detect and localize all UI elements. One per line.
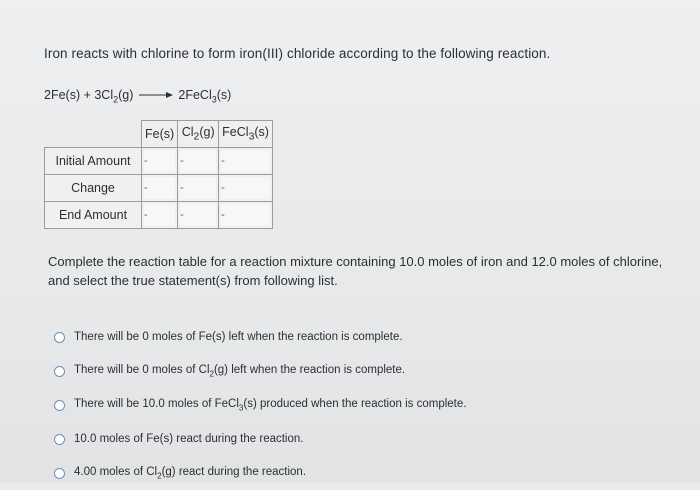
column-header-cl2: $Cl_2(g)$: [178, 121, 219, 148]
end-fecl3-select[interactable]: -: [219, 202, 273, 229]
radio-icon[interactable]: [54, 468, 65, 479]
change-cl2-select[interactable]: -: [178, 175, 219, 202]
end-fe-select[interactable]: -: [142, 202, 178, 229]
table-row: [45, 175, 273, 202]
option-fe-reacts[interactable]: 10.0 moles of Fe(s) react during the reaction.: [54, 422, 466, 456]
question-intro: Iron reacts with chlorine to form iron(III) chloride according to the following reaction.: [44, 46, 551, 61]
row-label-change: Change: [45, 175, 142, 202]
option-cl2-reacts[interactable]: 4.00 moles of $Cl_2(g)$ react during the reaction.: [54, 456, 466, 490]
initial-fe-select[interactable]: -: [142, 148, 178, 175]
question-prompt: Complete the reaction table for a reaction mixture containing 10.0 moles of iron and 12.0 moles of chlorine, and select the true statement(s) from following list.: [48, 254, 663, 288]
change-fecl3-select[interactable]: -: [219, 175, 273, 202]
option-fecl3-produced[interactable]: There will be 10.0 moles of FeCl$_3$(s) produced when the reaction is complete.: [54, 388, 466, 422]
table-corner: [45, 121, 142, 148]
equation-reactants: 2Fe(s) + 3Cl: [44, 88, 114, 102]
initial-fecl3-select[interactable]: -: [219, 148, 273, 175]
table-row: [45, 202, 273, 229]
equation-products: 2FeCl: [178, 88, 212, 102]
option-fe-left-zero[interactable]: There will be 0 moles of Fe(s) left when the reaction is complete.: [54, 320, 466, 354]
end-cl2-select[interactable]: -: [178, 202, 219, 229]
option-cl2-left-zero[interactable]: There will be 0 moles of $Cl_2(g)$ left when the reaction is complete.: [54, 354, 466, 388]
table-row: [45, 148, 273, 175]
radio-icon[interactable]: [54, 332, 65, 343]
column-header-fecl3: FeCl$_3$(s): [219, 121, 273, 148]
reaction-arrow-icon: [139, 88, 173, 102]
answer-options: [54, 320, 466, 490]
radio-icon[interactable]: [54, 434, 65, 445]
table-header-row: [45, 121, 273, 148]
change-fe-select[interactable]: -: [142, 175, 178, 202]
column-header-fe: Fe(s): [142, 121, 178, 148]
radio-icon[interactable]: [54, 366, 65, 377]
radio-icon[interactable]: [54, 400, 65, 411]
row-label-initial: Initial Amount: [45, 148, 142, 175]
reaction-equation: $2Fe(s) + 3Cl_2(g)$ 2FeCl$_3$(s): [44, 88, 232, 105]
initial-cl2-select[interactable]: -: [178, 148, 219, 175]
reaction-table: [44, 120, 273, 229]
row-label-end: End Amount: [45, 202, 142, 229]
